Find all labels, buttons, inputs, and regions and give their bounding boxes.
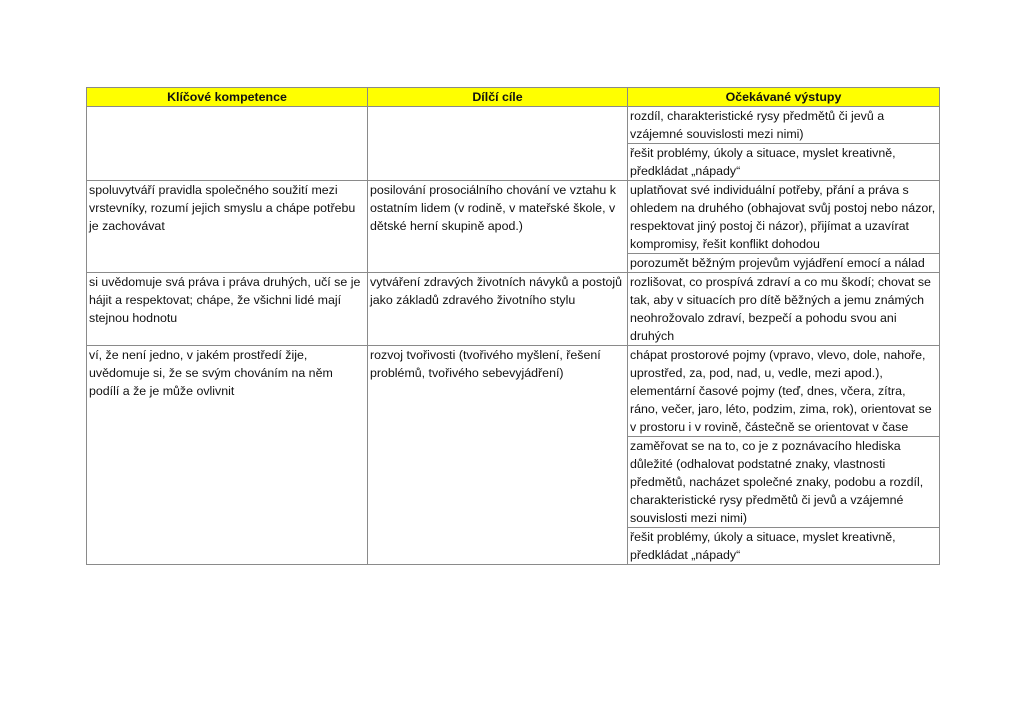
competence-table	[86, 87, 940, 565]
header-expected-outputs: Očekávané výstupy	[628, 88, 940, 107]
table-row	[87, 181, 940, 254]
goal-cell: rozvoj tvořivosti (tvořivého myšlení, řešení problémů, tvořivého sebevyjádření)	[368, 346, 628, 565]
header-key-competences: Klíčové kompetence	[87, 88, 368, 107]
table-row	[87, 107, 940, 144]
output-cell: rozlišovat, co prospívá zdraví a co mu škodí; chovat se tak, aby v situacích pro dítě běžných a jemu známých neohrožovalo zdraví, bezpečí a pohodu svou ani druhých	[628, 273, 940, 346]
competence-cell: si uvědomuje svá práva i práva druhých, učí se je hájit a respektovat; chápe, že všichni lidé mají stejnou hodnotu	[87, 273, 368, 346]
table-row	[87, 273, 940, 346]
output-cell: chápat prostorové pojmy (vpravo, vlevo, dole, nahoře, uprostřed, za, pod, nad, u, vedle, mezi apod.), elementární časové pojmy (teď, dnes, včera, zítra, ráno, večer, jaro, léto, podzim, zima, rok), orientovat se v prostoru i v rovině, částečně se orientovat v čase	[628, 346, 940, 437]
competence-cell: spoluvytváří pravidla společného soužití mezi vrstevníky, rozumí jejich smyslu a chápe potřebu je zachovávat	[87, 181, 368, 273]
output-cell: řešit problémy, úkoly a situace, myslet kreativně, předkládat „nápady“	[628, 144, 940, 181]
goal-cell: vytváření zdravých životních návyků a postojů jako základů zdravého životního stylu	[368, 273, 628, 346]
output-cell: zaměřovat se na to, co je z poznávacího hlediska důležité (odhalovat podstatné znaky, vlastnosti předmětů, nacházet společné znaky, podobu a rozdíl, charakteristické rysy předmětů či jevů a vzájemné souvislosti mezi nimi)	[628, 437, 940, 528]
header-sub-goals: Dílčí cíle	[368, 88, 628, 107]
competence-cell	[87, 107, 368, 181]
goal-cell	[368, 107, 628, 181]
table-row	[87, 346, 940, 437]
output-cell: rozdíl, charakteristické rysy předmětů či jevů a vzájemné souvislosti mezi nimi)	[628, 107, 940, 144]
competence-cell: ví, že není jedno, v jakém prostředí žije, uvědomuje si, že se svým chováním na něm podílí a že je může ovlivnit	[87, 346, 368, 565]
table-header-row	[87, 88, 940, 107]
output-cell: řešit problémy, úkoly a situace, myslet kreativně, předkládat „nápady“	[628, 528, 940, 565]
output-cell: uplatňovat své individuální potřeby, přání a práva s ohledem na druhého (obhajovat svůj postoj nebo názor, respektovat jiný postoj či názor), přijímat a uzavírat kompromisy, řešit konflikt dohodou	[628, 181, 940, 254]
output-cell: porozumět běžným projevům vyjádření emocí a nálad	[628, 254, 940, 273]
goal-cell: posilování prosociálního chování ve vztahu k ostatním lidem (v rodině, v mateřské škole, v dětské herní skupině apod.)	[368, 181, 628, 273]
